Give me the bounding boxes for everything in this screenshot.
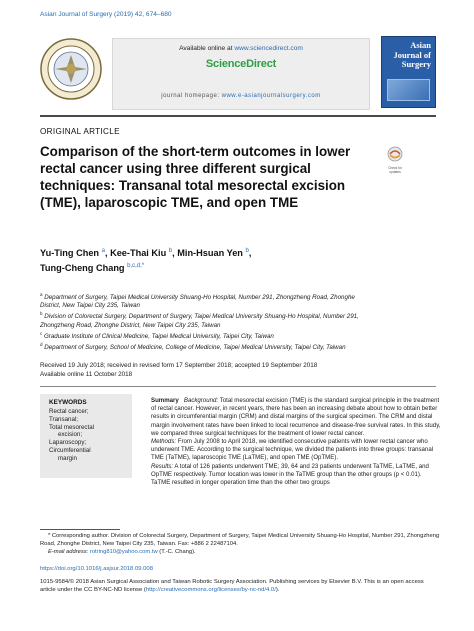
author-affil-ref[interactable]: a bbox=[101, 248, 105, 254]
cover-title-line: Surgery bbox=[401, 59, 431, 69]
abstract-label: Summary bbox=[151, 397, 179, 404]
cover-title bbox=[386, 41, 431, 70]
cover-title-line: Journal of bbox=[393, 49, 431, 60]
article-dates bbox=[40, 362, 400, 379]
keyword: Transanal; bbox=[49, 415, 79, 423]
author-affil-ref[interactable]: b bbox=[168, 248, 173, 254]
affiliation bbox=[40, 291, 370, 310]
keyword: excision; bbox=[58, 431, 83, 439]
background-text: Total mesorectal excision (TME) is the standard surgical principle in the treatment of rectal cancer. However, in recent years, there has been an increasing debate about how to obtain better results in circumferential margin (CRM) and distal margins of the surgical specimen. The CRM and distal margin involvement rates have been linked to local recurrence and disease-free survival rates. In this study, we compared three surgical techniques for the treatment of lower rectal cancer. bbox=[151, 397, 441, 437]
affiliation-text: Department of Surgery, Taipei Medical University Shuang-Ho Hospital, Number 291, Zhongzheng Road, Zhonghe District, New Taipei City 235, Taiwan bbox=[40, 294, 355, 310]
affiliation-marker: d bbox=[40, 342, 43, 348]
email-line bbox=[40, 549, 440, 557]
author-name: Kee-Thai Kiu bbox=[110, 248, 167, 259]
affiliations bbox=[40, 291, 370, 352]
corresponding-author-text: * Corresponding author. Division of Colorectal Surgery, Department of Surgery, Taipei Medical University Shuang-Ho Hospital, Number 291, Zhongzheng Road, Zhonghe District, New Taipei City 235, Taiwan. Fax: +886 2 22487104. bbox=[40, 533, 440, 547]
author bbox=[110, 248, 177, 258]
affiliation-text: Graduate Institute of Clinical Medicine, Taipei Medical University, Taipei City, Taiwan bbox=[43, 333, 274, 340]
author-sep: , bbox=[172, 248, 178, 259]
keyword: Rectal cancer; bbox=[49, 408, 89, 415]
section-divider bbox=[40, 386, 436, 387]
check-updates-line: Check for bbox=[388, 166, 402, 170]
article-type: ORIGINAL ARTICLE bbox=[40, 127, 120, 136]
affiliation bbox=[40, 310, 370, 329]
author-list bbox=[40, 245, 340, 275]
check-updates-icon bbox=[384, 146, 406, 162]
check-for-updates-badge[interactable] bbox=[384, 146, 406, 174]
keyword: Total mesorectal bbox=[49, 423, 95, 431]
available-online-date: Available online 11 October 2018 bbox=[40, 370, 133, 378]
author-affil-ref[interactable]: b bbox=[245, 248, 249, 254]
copyright-text: 1015-9584/© 2018 Asian Surgical Association and Taiwan Robotic Surgery Association. Publishing services by Elsevier B.V. This is an open access article under the CC BY-NC-ND license ( bbox=[40, 579, 424, 593]
journal-cover bbox=[381, 36, 436, 108]
available-online-text bbox=[113, 45, 369, 52]
journal-homepage bbox=[113, 93, 369, 99]
keyword: Laparoscopy; bbox=[49, 439, 87, 447]
background-label: Background: bbox=[183, 397, 219, 404]
header-divider bbox=[40, 115, 436, 117]
author bbox=[177, 248, 251, 258]
copyright-notice bbox=[40, 578, 440, 594]
sciencedirect-link[interactable]: www.sciencedirect.com bbox=[234, 45, 303, 52]
methods-text: From July 2008 to April 2018, we identified consecutive patients with lower rectal cancer who underwent TME. According to the surgical technique, we divided the patients into three groups: transanal TME (TaTME), laparoscopic TME (LaTME), and open TME (OpTME). bbox=[151, 438, 434, 462]
author bbox=[40, 263, 144, 273]
homepage-label: journal homepage: bbox=[161, 93, 222, 99]
check-updates-line: updates bbox=[389, 169, 401, 174]
cover-image bbox=[387, 79, 430, 101]
author-sep: , bbox=[104, 248, 111, 259]
methods-label: Methods: bbox=[151, 438, 177, 446]
affiliation bbox=[40, 330, 370, 341]
author-affil-ref[interactable]: b,c,d,* bbox=[127, 263, 145, 270]
publisher-header bbox=[112, 38, 370, 110]
affiliation-text: Department of Surgery, School of Medicine, College of Medicine, Taipei Medical University, Taipei City, Taiwan bbox=[44, 344, 346, 352]
author-name: Tung-Cheng Chang bbox=[40, 263, 125, 274]
license-link[interactable]: http://creativecommons.org/licenses/by-nc-nd/4.0/ bbox=[145, 587, 276, 593]
keyword: margin bbox=[58, 454, 77, 462]
email-suffix: (T.-C. Chang). bbox=[157, 548, 196, 555]
email-link[interactable]: rotring810@yahoo.com.tw bbox=[89, 548, 158, 555]
available-prefix: Available online at bbox=[179, 45, 235, 52]
keywords-heading: KEYWORDS bbox=[49, 399, 87, 406]
author-name: Min-Hsuan Yen bbox=[177, 248, 243, 259]
sciencedirect-logo: ScienceDirect bbox=[205, 58, 277, 70]
affiliation-marker: b bbox=[40, 311, 43, 317]
author bbox=[40, 248, 110, 258]
journal-reference: Asian Journal of Surgery (2019) 42, 674–680 bbox=[40, 11, 172, 18]
copyright-end: ). bbox=[275, 587, 280, 593]
article-title: Comparison of the short-term outcomes in lower rectal cancer using three different surgical techniques: Transanal total mesorectal excision (TME), laparoscopic TME, and open TME bbox=[40, 144, 351, 210]
results-label: Results: bbox=[151, 462, 174, 470]
cover-title-line: Asian bbox=[410, 40, 431, 50]
homepage-url[interactable]: www.e-asianjournalsurgery.com bbox=[221, 93, 321, 99]
results-text: A total of 126 patients underwent TME; 39, 64 and 23 patients underwent TaTME, LaTME, and OpTME respectively. Tumor location was lower in the TaTME group than the other groups (p < 0.01). TaTME resulted in longer operation time than the other two groups bbox=[151, 462, 429, 487]
email-label: E-mail address: bbox=[48, 548, 90, 555]
abstract bbox=[151, 397, 441, 487]
author-name: Yu-Ting Chen bbox=[40, 248, 100, 259]
affiliation bbox=[40, 341, 370, 352]
keywords-box bbox=[40, 394, 132, 478]
footnote-divider bbox=[40, 529, 120, 530]
doi-link[interactable]: https://doi.org/10.1016/j.asjsur.2018.09.008 bbox=[40, 566, 153, 572]
affiliation-text: Division of Colorectal Surgery, Department of Surgery, Taipei Medical University Shuang-Ho Hospital, Number 291, Zhongzheng Road, Zhonghe District, New Taipei City 235, Taiwan bbox=[40, 313, 359, 329]
corresponding-author-footnote bbox=[40, 533, 440, 556]
received-dates: Received 19 July 2018; received in revised form 17 September 2018; accepted 19 September 2018 bbox=[40, 362, 318, 369]
author-sep: , bbox=[248, 248, 252, 259]
affiliation-marker: a bbox=[40, 292, 43, 297]
society-seal-logo bbox=[40, 38, 102, 100]
affiliation-marker: c bbox=[40, 330, 43, 336]
keyword: Circumferential bbox=[49, 446, 91, 454]
